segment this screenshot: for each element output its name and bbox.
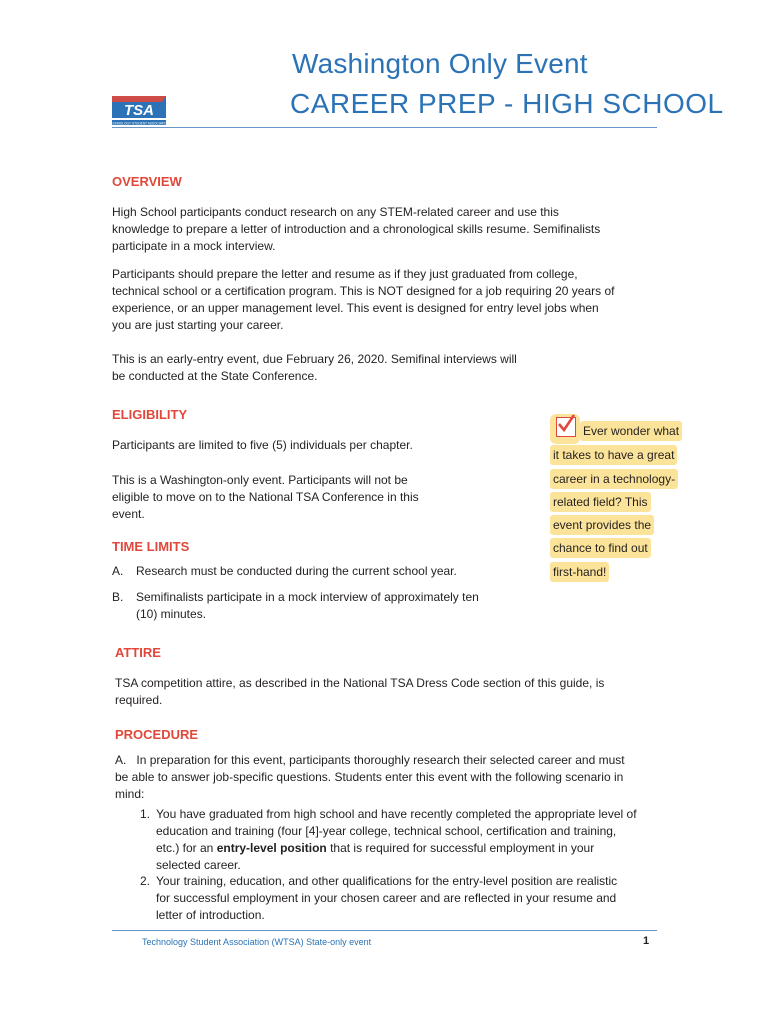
page-title-line1: Washington Only Event bbox=[292, 48, 588, 79]
checkbox-icon bbox=[556, 417, 576, 437]
callout-line-4: related field? This bbox=[550, 492, 651, 512]
procedure-heading: PROCEDURE bbox=[115, 727, 199, 742]
svg-text:TSA: TSA bbox=[124, 102, 154, 119]
callout-line-1: Ever wonder what bbox=[580, 421, 682, 441]
attire-paragraph: TSA competition attire, as described in the National TSA Dress Code section of this guide, is required. bbox=[115, 676, 605, 707]
eligibility-paragraph-2: This is a Washington-only event. Participants will not be eligible to move on to the National TSA Conference in this event. bbox=[112, 473, 419, 521]
svg-text:TECHNOLOGY STUDENT ASSOCIATION: TECHNOLOGY STUDENT ASSOCIATION bbox=[110, 121, 170, 126]
item-text: Research must be conducted during the current school year. bbox=[136, 564, 457, 578]
callout-line-5: event provides the bbox=[550, 515, 654, 535]
time-limits-item-b bbox=[112, 589, 482, 623]
procedure-item-2 bbox=[140, 873, 630, 924]
eligibility-heading: ELIGIBILITY bbox=[112, 407, 188, 422]
callout-line-6: chance to find out bbox=[550, 538, 651, 558]
overview-paragraph-3: This is an early-entry event, due February 26, 2020. Semifinal interviews will be conducted at the State Conference. bbox=[112, 352, 517, 383]
item-text: In preparation for this event, participants thoroughly research their selected career and must be able to answer job-specific questions. Students enter this event with the following scenario in mind: bbox=[115, 753, 625, 801]
eligibility-paragraph-1: Participants are limited to five (5) individuals per chapter. bbox=[112, 438, 413, 452]
callout-line-2: it takes to have a great bbox=[550, 445, 677, 465]
item-number: 2. bbox=[140, 874, 151, 888]
overview-paragraph-1: High School participants conduct research on any STEM-related career and use this knowledge to prepare a letter of introduction and a chronological skills resume. Semifinalists participate in a mock interview. bbox=[112, 205, 601, 253]
footer-text: Technology Student Association (WTSA) State-only event bbox=[142, 937, 372, 947]
item-label: A. bbox=[112, 564, 124, 578]
time-limits-heading: TIME LIMITS bbox=[112, 539, 190, 554]
footer-divider bbox=[112, 930, 657, 931]
item-label: B. bbox=[112, 590, 124, 604]
callout-line-3: career in a technology- bbox=[550, 469, 678, 489]
item-text-post: that is required for successful employment in your selected career. bbox=[156, 841, 595, 872]
tsa-logo bbox=[110, 92, 170, 128]
entry-level-emphasis: entry-level position bbox=[216, 841, 327, 855]
time-limits-item-a bbox=[112, 563, 482, 580]
item-text: Your training, education, and other qualifications for the entry-level position are realistic for successful employment in your chosen career and are reflected in your resume and letter of introduction. bbox=[156, 874, 618, 922]
item-label: A. bbox=[115, 753, 127, 767]
overview-heading: OVERVIEW bbox=[112, 174, 182, 189]
item-text-pre: You have graduated from high school and have recently completed the appropriate level of education and training (four [4]-year college, technical school, certification and training, etc.) for an bbox=[156, 807, 637, 855]
page-number: 1 bbox=[643, 935, 650, 947]
header-divider bbox=[112, 127, 657, 128]
overview-paragraph-2: Participants should prepare the letter and resume as if they just graduated from college, technical school or a certification program. This is NOT designed for a job requiring 20 years of experience, or an upper management level. This event is designed for entry level jobs when you are just starting your career. bbox=[112, 267, 615, 332]
callout-line-7: first-hand! bbox=[550, 562, 609, 582]
page-title-line2: CAREER PREP - HIGH SCHOOL bbox=[290, 88, 724, 119]
procedure-item-a bbox=[115, 752, 625, 803]
item-number: 1. bbox=[140, 807, 151, 821]
procedure-item-1 bbox=[140, 806, 640, 874]
item-text: Semifinalists participate in a mock interview of approximately ten (10) minutes. bbox=[136, 590, 479, 621]
attire-heading: ATTIRE bbox=[115, 645, 161, 660]
